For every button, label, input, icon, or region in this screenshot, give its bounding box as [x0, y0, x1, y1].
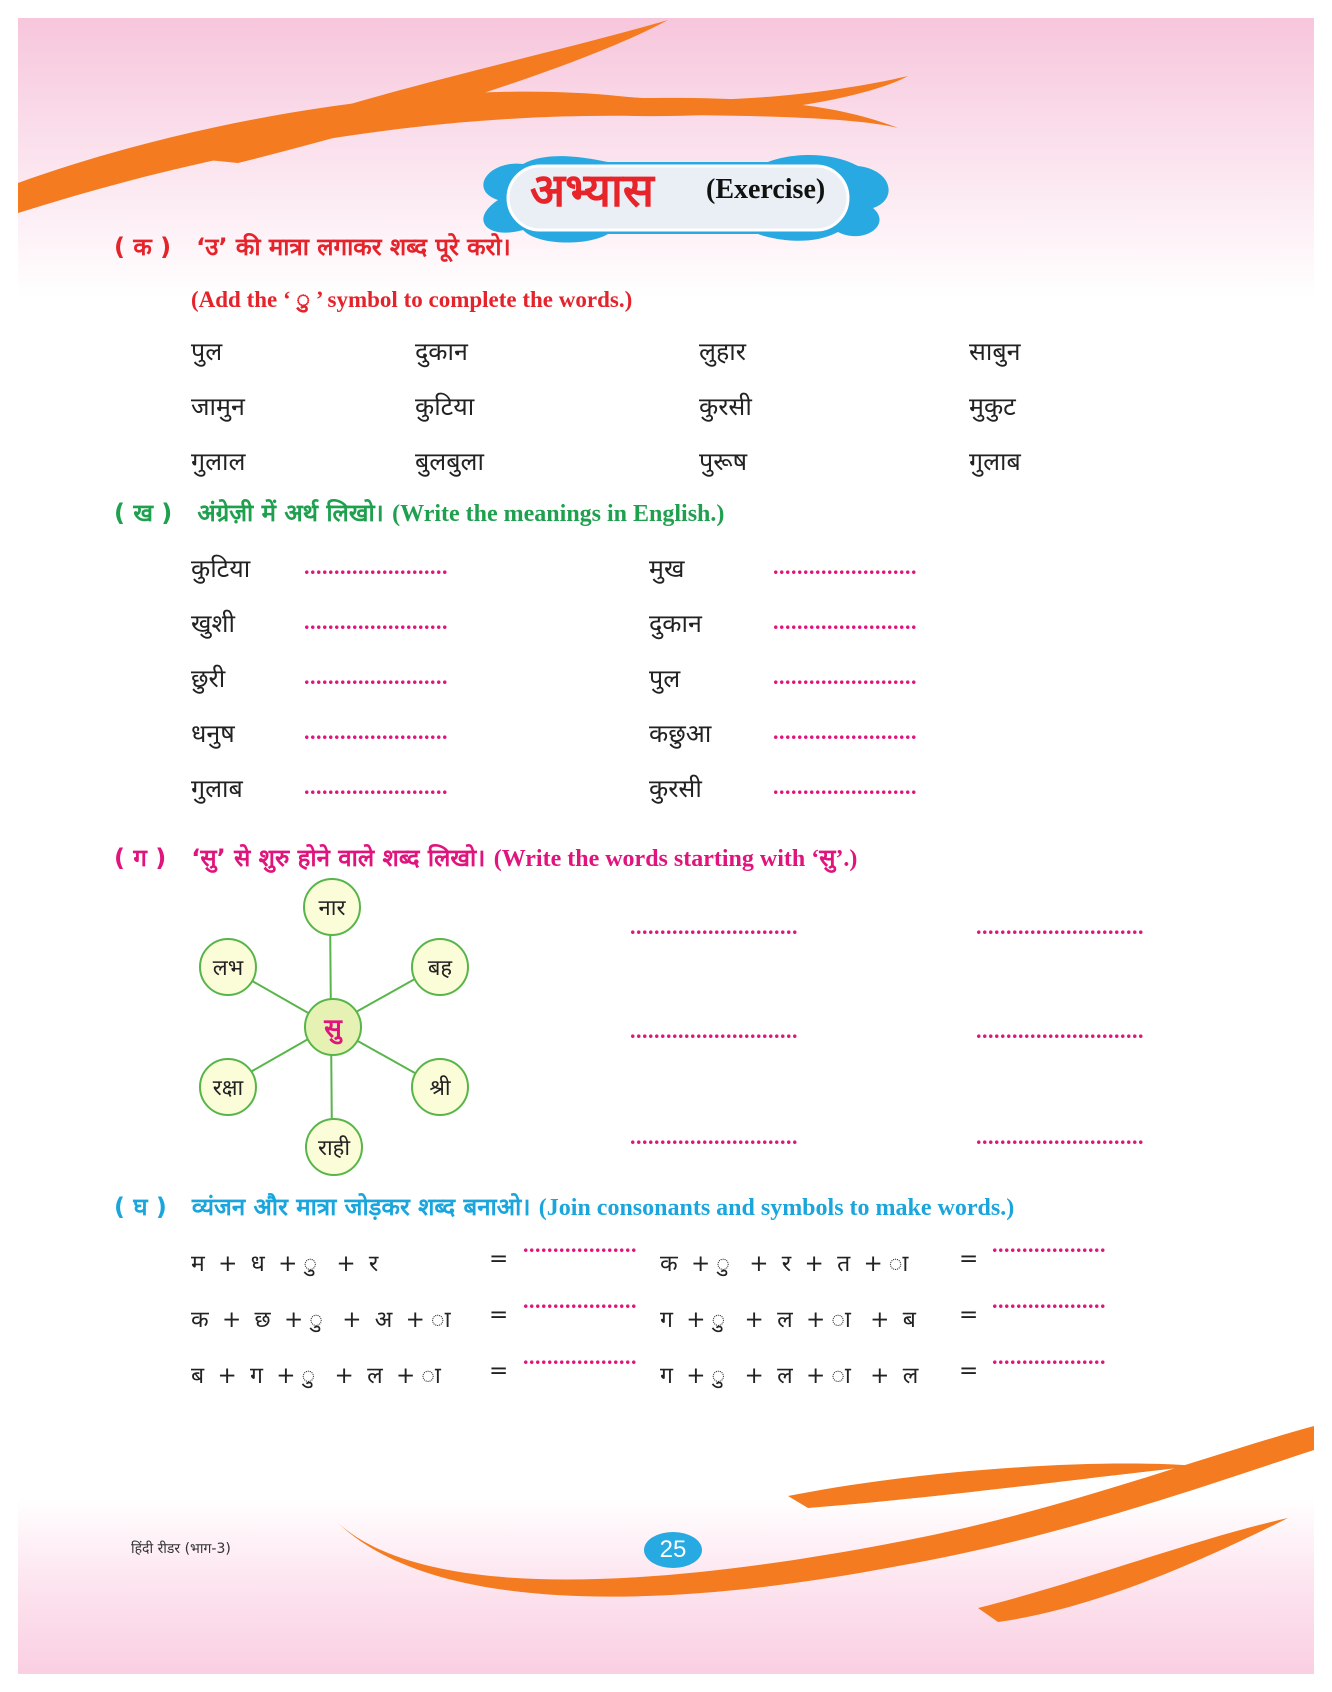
top-swoosh-thin [188, 20, 668, 163]
kha-left-word: धनुष [191, 719, 235, 748]
wheel-spoke-word: बह [411, 938, 469, 996]
gha-left-equation: ब + ग + ु + ल + ा [191, 1363, 447, 1389]
kha-left-word: खुशी [191, 609, 235, 638]
ga-answer-blank[interactable]: ............................ [976, 1124, 1144, 1149]
section-kha-label: ( ख ) [114, 499, 173, 527]
kha-answer-blank[interactable]: ........................ [773, 774, 917, 799]
section-ka-heading-english: (Add the ‘ ु ’ symbol to complete the words.) [191, 287, 633, 312]
ka-word: पुरूष [699, 447, 748, 476]
ka-word: कुटिया [415, 392, 475, 421]
kha-left-word: छुरी [191, 664, 226, 693]
section-gha-heading-hindi: व्यंजन और मात्रा जोड़कर शब्द बनाओ। [191, 1193, 531, 1221]
exercise-title-banner [468, 150, 898, 246]
ga-answer-blank[interactable]: ............................ [630, 1018, 798, 1043]
section-gha-label: ( घ ) [114, 1193, 167, 1221]
kha-right-word: पुल [649, 664, 681, 693]
gha-answer-blank[interactable]: ................... [523, 1288, 637, 1313]
title-hindi: अभ्यास [530, 163, 654, 217]
gha-equals-sign: = [959, 1302, 979, 1328]
section-kha-heading-hindi: अंग्रेज़ी में अर्थ लिखो। [197, 499, 384, 527]
section-gha-heading-english: (Join consonants and symbols to make words.) [538, 1195, 1015, 1221]
gha-equals-sign: = [959, 1358, 979, 1384]
gha-answer-blank[interactable]: ................... [523, 1232, 637, 1257]
gha-left-equation: म + ध + ु + र [191, 1251, 379, 1277]
section-ga-label: ( ग ) [114, 844, 167, 872]
gha-right-equation: क + ु + र + त + ा [660, 1251, 915, 1277]
kha-answer-blank[interactable]: ........................ [773, 554, 917, 579]
ga-answer-blank[interactable]: ............................ [630, 914, 798, 939]
section-ka-label: ( क ) [114, 233, 172, 261]
section-ka-heading [114, 230, 511, 263]
gha-answer-blank[interactable]: ................... [992, 1232, 1106, 1257]
kha-answer-blank[interactable]: ........................ [773, 609, 917, 634]
gha-equals-sign: = [959, 1246, 979, 1272]
ka-word: दुकान [415, 337, 468, 366]
kha-left-word: कुटिया [191, 554, 251, 583]
ka-word: गुलाल [191, 447, 246, 476]
ga-answer-blank[interactable]: ............................ [976, 914, 1144, 939]
section-kha-heading [114, 496, 724, 529]
gha-answer-blank[interactable]: ................... [523, 1344, 637, 1369]
kha-answer-blank[interactable]: ........................ [773, 719, 917, 744]
gha-right-equation: ग + ु + ल + ा + ल [660, 1363, 919, 1389]
gha-left-equation: क + छ + ु + अ + ा [191, 1307, 457, 1333]
page-number-badge: 25 [644, 1532, 702, 1568]
kha-right-word: मुख [649, 554, 685, 583]
section-ka-heading-hindi: ‘उ’ की मात्रा लगाकर शब्द पूरे करो। [196, 233, 511, 261]
section-ga-heading-english: (Write the words starting with ‘सु’.) [493, 846, 858, 872]
wheel-spoke-word: लभ [199, 938, 257, 996]
book-title-footer: हिंदी रीडर (भाग-3) [131, 1541, 231, 1557]
kha-answer-blank[interactable]: ........................ [773, 664, 917, 689]
kha-right-word: कुरसी [649, 774, 702, 803]
title-english: (Exercise) [706, 174, 826, 205]
ka-word: जामुन [191, 392, 245, 421]
ka-word: बुलबुला [415, 447, 484, 476]
gha-equals-sign: = [489, 1302, 509, 1328]
kha-left-word: गुलाब [191, 774, 243, 803]
ga-answer-blank[interactable]: ............................ [976, 1018, 1144, 1043]
ka-word: मुकुट [969, 392, 1016, 421]
wheel-spoke-word: रक्षा [199, 1058, 257, 1116]
ka-word: गुलाब [969, 447, 1021, 476]
gha-right-equation: ग + ु + ल + ा + ब [660, 1307, 916, 1333]
ka-word: लुहार [699, 337, 746, 366]
gha-answer-blank[interactable]: ................... [992, 1288, 1106, 1313]
wheel-center: सु [304, 998, 362, 1056]
gha-answer-blank[interactable]: ................... [992, 1344, 1106, 1369]
wheel-spoke-word: नार [303, 878, 361, 936]
section-kha-heading-english: (Write the meanings in English.) [392, 501, 725, 527]
kha-right-word: कछुआ [649, 719, 712, 748]
ga-answer-blank[interactable]: ............................ [630, 1124, 798, 1149]
section-gha-heading [114, 1190, 1014, 1223]
section-ga-heading-hindi: ‘सु’ से शुरु होने वाले शब्द लिखो। [191, 844, 486, 872]
kha-answer-blank[interactable]: ........................ [304, 609, 448, 634]
kha-right-word: दुकान [649, 609, 702, 638]
kha-answer-blank[interactable]: ........................ [304, 554, 448, 579]
kha-answer-blank[interactable]: ........................ [304, 719, 448, 744]
wheel-spoke-word: राही [305, 1118, 363, 1176]
wheel-spoke-word: श्री [411, 1058, 469, 1116]
kha-answer-blank[interactable]: ........................ [304, 664, 448, 689]
ka-word: साबुन [969, 337, 1021, 366]
kha-answer-blank[interactable]: ........................ [304, 774, 448, 799]
gha-equals-sign: = [489, 1358, 509, 1384]
workbook-page [18, 18, 1314, 1674]
gha-equals-sign: = [489, 1246, 509, 1272]
ka-word: पुल [191, 337, 223, 366]
ka-word: कुरसी [699, 392, 752, 421]
